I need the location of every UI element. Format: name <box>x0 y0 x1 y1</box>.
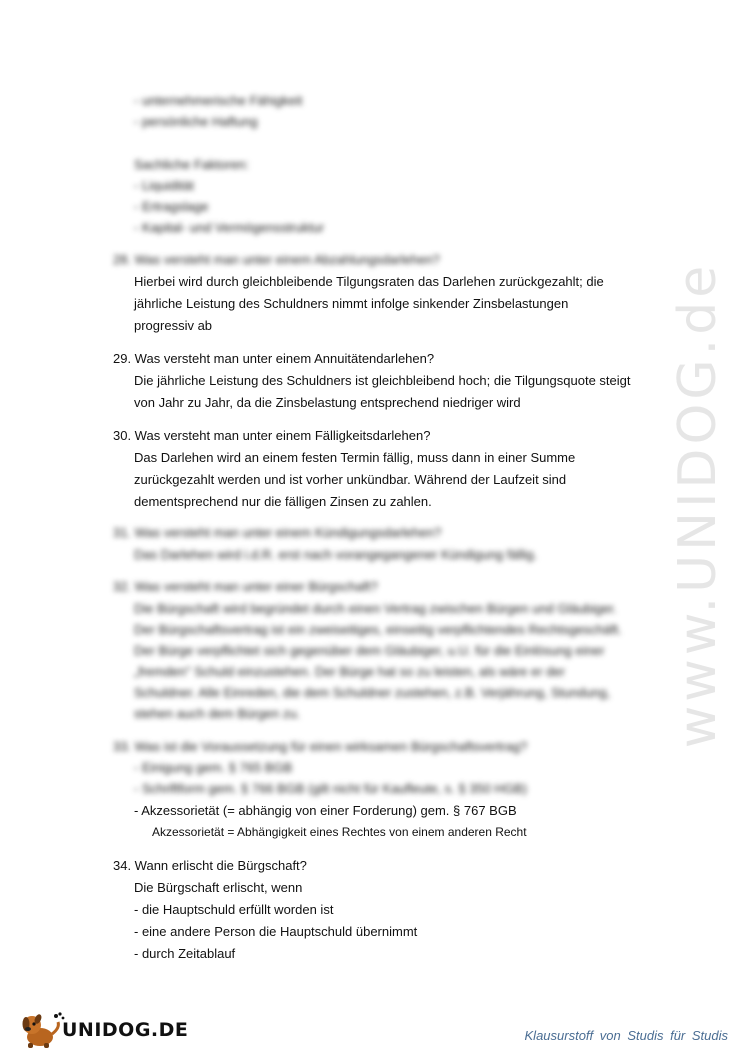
logo-text: UNIDOG.DE <box>62 1019 189 1041</box>
question-28: 28. Was versteht man unter einem Abzahlungsdarlehen? <box>113 252 440 267</box>
answer-34-line: Die Bürgschaft erlischt, wenn <box>134 880 303 895</box>
answer-33-line: - Schriftform gem. § 766 BGB (gilt nicht für Kaufleute, s. § 350 HGB) <box>134 781 528 796</box>
answer-32-line: stehen auch dem Bürgen zu. <box>134 706 301 721</box>
question-31: 31. Was versteht man unter einem Kündigungsdarlehen? <box>113 525 442 540</box>
answer-32-line: Die Bürgschaft wird begründet durch einen Vertrag zwischen Bürgen und Gläubiger. <box>134 601 617 616</box>
answer-34-line: - durch Zeitablauf <box>134 946 236 961</box>
question-29: 29. Was versteht man unter einem Annuitätendarlehen? <box>113 351 435 366</box>
answer-30-line: Das Darlehen wird an einem festen Termin fällig, muss dann in einer Summe <box>134 450 576 465</box>
intro-item: - persönliche Haftung <box>134 114 258 129</box>
answer-33-line: - Akzessorietät (= abhängig von einer Forderung) gem. § 767 BGB <box>134 803 517 818</box>
dog-mascot-icon <box>18 1010 66 1050</box>
answer-29-line: von Jahr zu Jahr, da die Zinsbelastung entsprechend niedriger wird <box>134 395 521 410</box>
answer-33-line: - Einigung gem. § 765 BGB <box>134 760 293 775</box>
answer-32-line: „fremden" Schuld einzustehen. Der Bürge hat so zu leisten, als wäre er der <box>134 664 565 679</box>
sachliche-item: - Kapital- und Vermögensstruktur <box>134 220 325 235</box>
unidog-logo <box>18 1010 188 1050</box>
answer-28-line: jährliche Leistung des Schuldners nimmt infolge sinkender Zinsbelastungen <box>134 296 569 311</box>
answer-33-note: Akzessorietät = Abhängigkeit eines Rechtes von einem anderen Recht <box>152 825 527 839</box>
answer-31-line: Das Darlehen wird i.d.R. erst nach vorangegangener Kündigung fällig. <box>134 547 538 562</box>
answer-34-line: - eine andere Person die Hauptschuld übernimmt <box>134 924 418 939</box>
answer-30-line: dementsprechend nur die fälligen Zinsen zu zahlen. <box>134 494 432 509</box>
footer-tagline: Klausurstoff von Studis für Studis <box>524 1028 728 1043</box>
answer-32-line: Schuldner. Alle Einreden, die dem Schuldner zustehen, z.B. Verjährung, Stundung, <box>134 685 611 700</box>
sachliche-item: - Ertragslage <box>134 199 209 214</box>
sachliche-item: - Liquidität <box>134 178 194 193</box>
answer-29-line: Die jährliche Leistung des Schuldners ist gleichbleibend hoch; die Tilgungsquote steigt <box>134 373 631 388</box>
answer-28-line: progressiv ab <box>134 318 213 333</box>
watermark-text: www.UNIDOG.de <box>668 261 728 749</box>
question-32: 32. Was versteht man unter einer Bürgschaft? <box>113 579 378 594</box>
answer-32-line: Der Bürge verpflichtet sich gegenüber dem Gläubiger, u.U. für die Einlösung einer <box>134 643 605 658</box>
question-30: 30. Was versteht man unter einem Fälligkeitsdarlehen? <box>113 428 431 443</box>
question-33: 33. Was ist die Voraussetzung für einen wirksamen Bürgschaftsvertrag? <box>113 739 528 754</box>
question-34: 34. Wann erlischt die Bürgschaft? <box>113 858 307 873</box>
intro-item: - unternehmerische Fähigkeit <box>134 93 303 108</box>
answer-34-line: - die Hauptschuld erfüllt worden ist <box>134 902 334 917</box>
answer-28-line: Hierbei wird durch gleichbleibende Tilgungsraten das Darlehen zurückgezahlt; die <box>134 274 604 289</box>
sachliche-heading: Sachliche Faktoren: <box>134 157 249 172</box>
watermark <box>668 261 728 749</box>
answer-30-line: zurückgezahlt werden und ist vorher unkündbar. Während der Laufzeit sind <box>134 472 567 487</box>
answer-32-line: Der Bürgschaftsvertrag ist ein zweiseitiges, einseitig verpflichtendes Rechtsgeschäft. <box>134 622 622 637</box>
